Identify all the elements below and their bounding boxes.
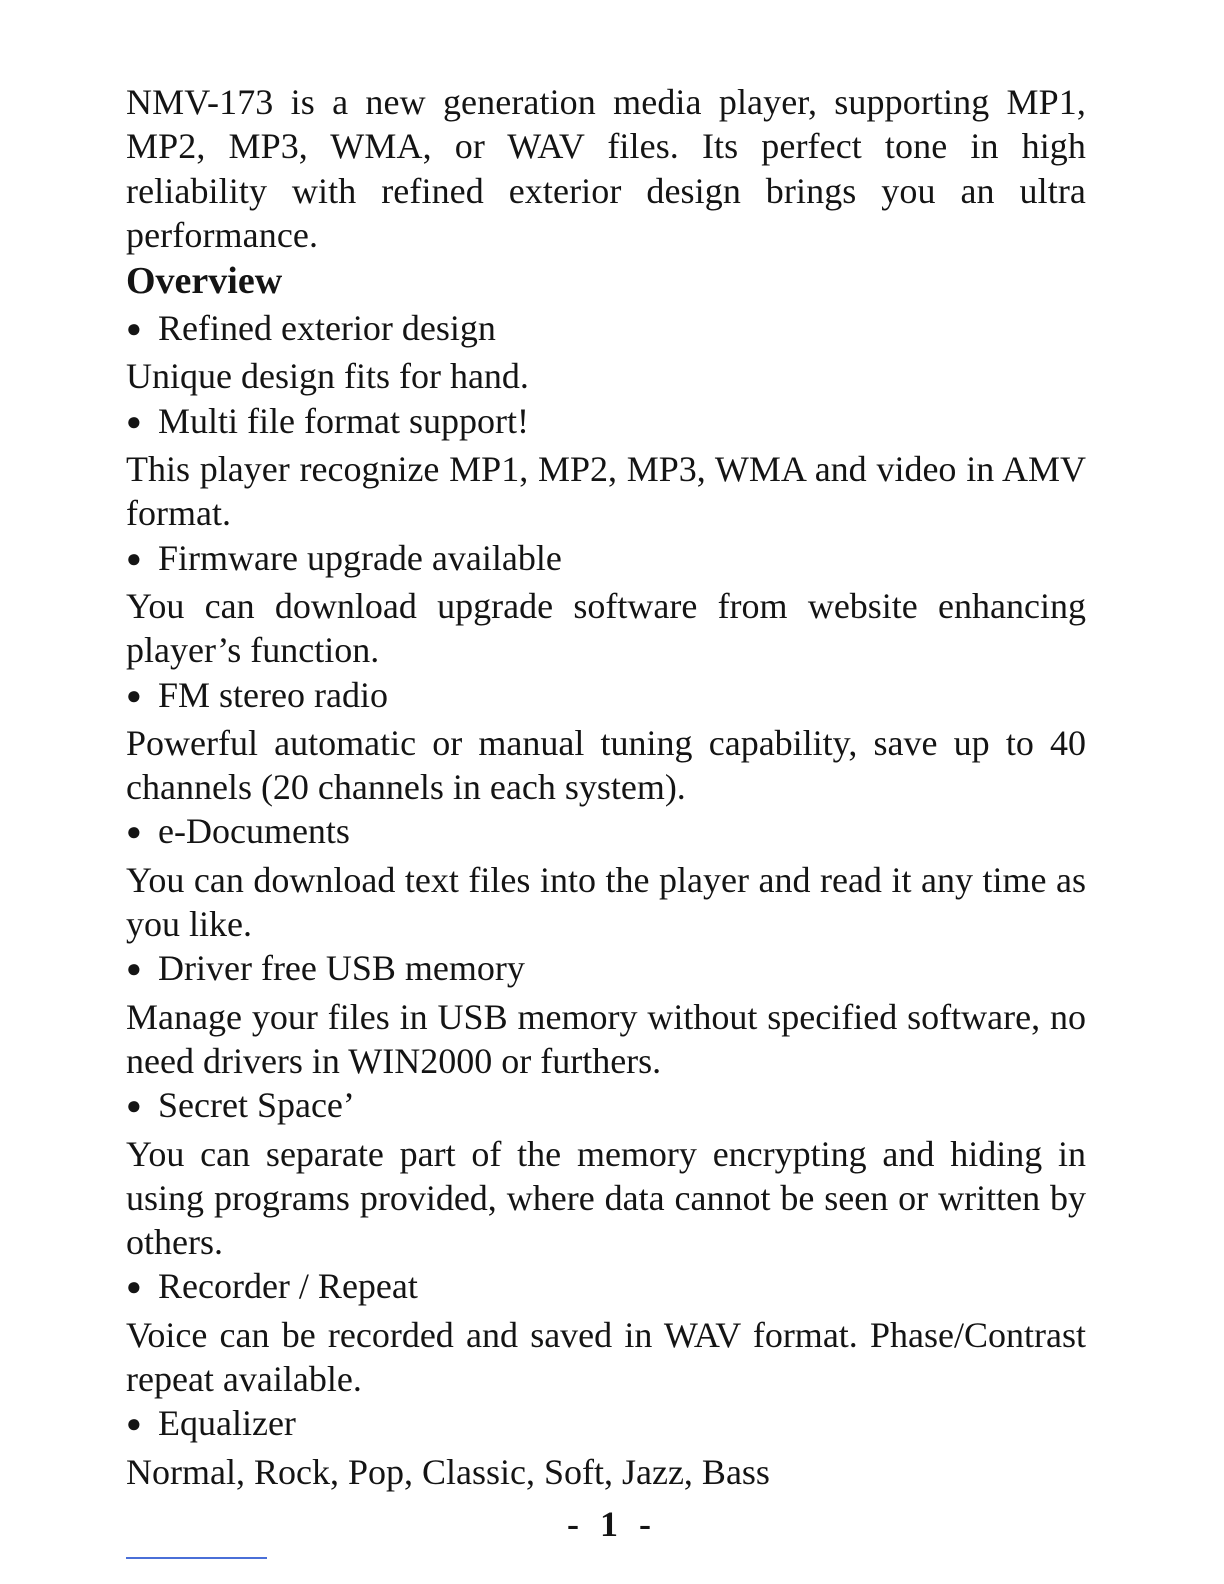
feature-item [126, 399, 1086, 536]
feature-item [126, 536, 1086, 673]
page-number: - 1 - [567, 1504, 657, 1544]
bullet-icon: ● [126, 680, 142, 710]
feature-description: You can download upgrade software from website enhancing player’s function. [126, 585, 1086, 671]
feature-title-text: Refined exterior design [158, 308, 496, 349]
feature-list [126, 306, 1086, 1494]
feature-description: Unique design fits for hand. [126, 356, 529, 397]
feature-description: This player recognize MP1, MP2, MP3, WMA and video in AMV format. [126, 449, 1086, 534]
feature-title [126, 809, 1086, 857]
overview-heading: Overview [126, 260, 283, 303]
feature-title-text: Firmware upgrade available [158, 537, 562, 578]
feature-title [126, 1401, 1086, 1449]
bullet-icon: ● [126, 1409, 142, 1439]
feature-title-text: Secret Space’ [158, 1085, 355, 1126]
bullet-icon: ● [126, 406, 142, 436]
feature-title [126, 1083, 1086, 1131]
feature-description: Normal, Rock, Pop, Classic, Soft, Jazz, Bass [126, 1451, 770, 1492]
feature-item [126, 1083, 1086, 1264]
feature-title-text: Equalizer [158, 1403, 296, 1444]
feature-item [126, 306, 1086, 399]
feature-item [126, 1401, 1086, 1494]
feature-description: Voice can be recorded and saved in WAV format. Phase/Contrast repeat available. [126, 1314, 1086, 1400]
feature-title [126, 536, 1086, 584]
bullet-icon: ● [126, 817, 142, 847]
feature-title [126, 946, 1086, 994]
feature-description: You can download text files into the player and read it any time as you like. [126, 859, 1086, 945]
feature-description: Powerful automatic or manual tuning capability, save up to 40 channels (20 channels in each system). [126, 722, 1086, 808]
feature-item [126, 673, 1086, 810]
feature-item [126, 1264, 1086, 1401]
bullet-icon: ● [126, 543, 142, 573]
feature-title-text: Multi file format support! [158, 400, 529, 441]
bullet-icon: ● [126, 954, 142, 984]
feature-title-text: Driver free USB memory [158, 948, 525, 989]
document-page [126, 80, 1086, 1494]
feature-title-text: Recorder / Repeat [158, 1266, 418, 1307]
bullet-icon: ● [126, 314, 142, 344]
feature-title-text: e-Documents [158, 811, 350, 852]
feature-item [126, 809, 1086, 946]
feature-item [126, 946, 1086, 1083]
feature-title [126, 673, 1086, 721]
feature-description: Manage your files in USB memory without specified software, no need drivers in WIN2000 or furthers. [126, 996, 1086, 1081]
bullet-icon: ● [126, 1272, 142, 1302]
intro-paragraph: NMV-173 is a new generation media player, supporting MP1, MP2, MP3, WMA, or WAV files. Its perfect tone in high reliability with refined exterior design brings you an ultra performance. [126, 82, 1086, 255]
bullet-icon: ● [126, 1091, 142, 1121]
feature-title-text: FM stereo radio [158, 674, 388, 715]
feature-title [126, 1264, 1086, 1312]
feature-title [126, 306, 1086, 354]
feature-description: You can separate part of the memory encrypting and hiding in using programs provided, where data cannot be seen or written by others. [126, 1133, 1086, 1263]
footnote-separator [126, 1557, 267, 1559]
feature-title [126, 399, 1086, 447]
